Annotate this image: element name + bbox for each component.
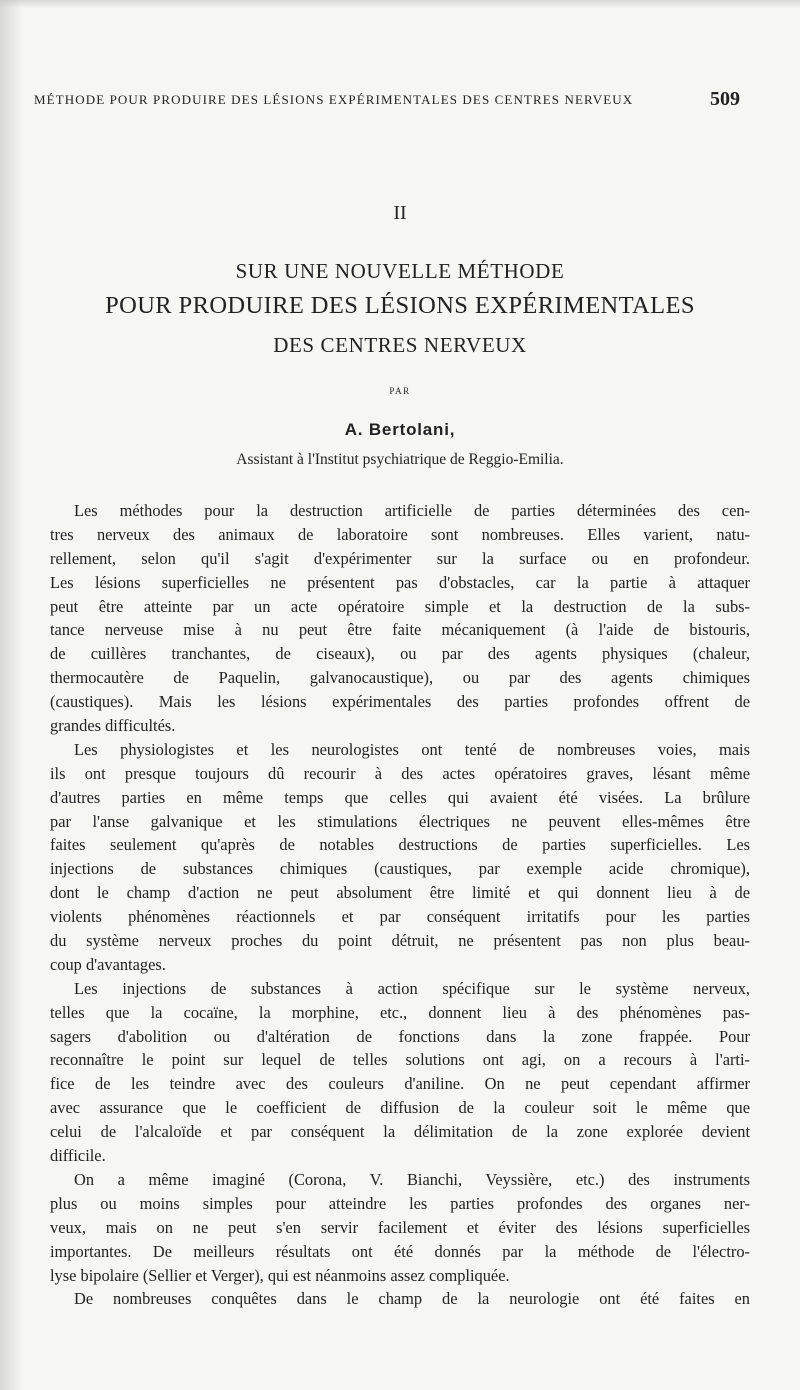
text-line: fice de les teindre avec des couleurs d'aniline. On ne peut cependant affirmer bbox=[50, 1074, 750, 1094]
section-number: II bbox=[393, 202, 407, 224]
byline-par: PAR bbox=[389, 386, 411, 396]
paragraph bbox=[50, 499, 750, 738]
text-line: Les méthodes pour la destruction artificielle de parties déterminées des cen- bbox=[74, 501, 750, 520]
text-line: Les lésions superficielles ne présentent pas d'obstacles, car la partie à attaquer bbox=[50, 572, 750, 592]
paragraph bbox=[50, 1287, 750, 1311]
text-line: violents phénomènes réactionnels et par conséquent irritatifs pour les parties bbox=[50, 907, 750, 927]
article-title-line-2: POUR PRODUIRE DES LÉSIONS EXPÉRIMENTALES bbox=[105, 292, 695, 319]
text-line: coup d'avantages. bbox=[50, 954, 166, 974]
running-header bbox=[34, 88, 740, 114]
page-number: 509 bbox=[710, 88, 740, 110]
text-line: reconnaître le point sur lequel de telles solutions ont agi, on a recours à l'arti- bbox=[50, 1050, 750, 1070]
text-line: De nombreuses conquêtes dans le champ de la neurologie ont été faites en bbox=[74, 1289, 750, 1309]
author-name: A. Bertolani, bbox=[344, 420, 456, 439]
text-line: peut être atteinte par un acte opératoire simple et la destruction de la subs- bbox=[50, 596, 750, 616]
text-line: veux, mais on ne peut s'en servir facilement et éviter des lésions superficielles bbox=[50, 1217, 750, 1237]
text-line: difficile. bbox=[50, 1146, 106, 1166]
text-line: plus ou moins simples pour atteindre les parties profondes des organes ner- bbox=[50, 1193, 750, 1213]
text-line: par l'anse galvanique et les stimulations électriques ne peuvent elles-mêmes être bbox=[50, 811, 750, 831]
text-line: telles que la cocaïne, la morphine, etc., donnent lieu à des phénomènes pas- bbox=[50, 1002, 750, 1022]
text-line: thermocautère de Paquelin, galvanocaustique), ou par des agents chimiques bbox=[50, 668, 750, 688]
running-title: MÉTHODE POUR PRODUIRE DES LÉSIONS EXPÉRIMENTALES DES CENTRES NERVEUX bbox=[34, 92, 634, 107]
text-line: dont le champ d'action ne peut absolument être limité et qui donnent lieu à de bbox=[50, 883, 750, 903]
text-line: tance nerveuse mise à nu peut être faite mécaniquement (à l'aide de bistouris, bbox=[50, 620, 750, 640]
page-top-edge-shadow bbox=[0, 0, 800, 8]
text-line: avec assurance que le coefficient de diffusion de la couleur soit le même que bbox=[50, 1098, 750, 1118]
text-line: (caustiques). Mais les lésions expérimentales des parties profondes offrent de bbox=[50, 692, 750, 712]
text-line: sagers d'abolition ou d'altération de fonctions dans la zone frappée. Pour bbox=[50, 1026, 750, 1046]
text-line: Les physiologistes et les neurologistes ont tenté de nombreuses voies, mais bbox=[74, 739, 750, 759]
text-line: ils ont presque toujours dû recourir à des actes opératoires graves, lésant même bbox=[50, 763, 750, 783]
text-line: Les injections de substances à action spécifique sur le système nerveux, bbox=[74, 978, 750, 998]
text-line: rellement, selon qu'il s'agit d'expérimenter sur la surface ou en profondeur. bbox=[50, 548, 750, 568]
paragraph bbox=[50, 977, 750, 1168]
article-title-line-3: DES CENTRES NERVEUX bbox=[273, 333, 527, 357]
text-line: de cuillères tranchantes, de ciseaux), ou par des agents physiques (chaleur, bbox=[50, 644, 750, 664]
text-line: faites seulement qu'après de notables destructions de parties superficielles. Les bbox=[50, 835, 750, 855]
article-title-line-1: SUR UNE NOUVELLE MÉTHODE bbox=[235, 259, 565, 283]
text-line: celui de l'alcaloïde et par conséquent la délimitation de la zone explorée devient bbox=[50, 1122, 750, 1142]
text-line: grandes difficultés. bbox=[50, 716, 176, 736]
paragraph bbox=[50, 738, 750, 977]
article-body bbox=[50, 499, 750, 1311]
author-affiliation: Assistant à l'Institut psychiatrique de Reggio-Emilia. bbox=[236, 451, 564, 468]
text-line: importantes. De meilleurs résultats ont été donnés par la méthode de l'électro- bbox=[50, 1241, 750, 1261]
paragraph bbox=[50, 1168, 750, 1287]
text-line: lyse bipolaire (Sellier et Verger), qui est néanmoins assez compliquée. bbox=[50, 1265, 510, 1285]
text-line: injections de substances chimiques (caustiques, par exemple acide chromique), bbox=[50, 859, 750, 879]
text-line: d'autres parties en même temps que celles qui avaient été visées. La brûlure bbox=[50, 787, 750, 807]
text-line: tres nerveux des animaux de laboratoire sont nombreuses. Elles varient, natu- bbox=[50, 524, 750, 544]
text-line: On a même imaginé (Corona, V. Bianchi, Veyssière, etc.) des instruments bbox=[74, 1169, 750, 1189]
text-line: du système nerveux proches du point détruit, ne présentent pas non plus beau- bbox=[50, 931, 750, 951]
